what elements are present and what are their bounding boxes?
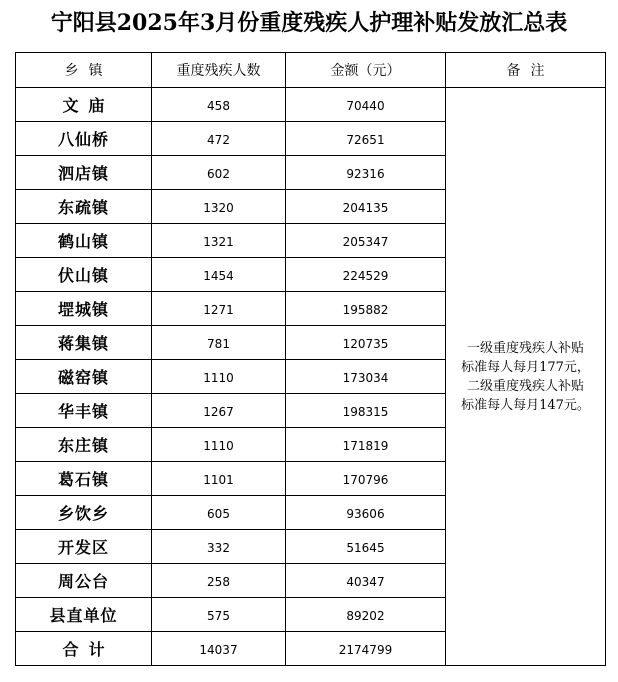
count-cell (152, 394, 286, 428)
town-name: 华丰镇 (57, 402, 109, 421)
amount-value: 205347 (342, 235, 389, 249)
count-cell (152, 258, 286, 292)
amount-value: 204135 (342, 201, 389, 215)
amount-value: 40347 (346, 575, 385, 589)
amount-value: 170796 (342, 473, 389, 487)
page-title: 宁阳县2025年3月份重度残疾人护理补贴发放汇总表 (50, 10, 568, 36)
count-cell (152, 122, 286, 156)
amount-cell (286, 598, 446, 632)
amount-value: 70440 (346, 99, 385, 113)
town-name: 东疏镇 (57, 198, 109, 217)
amount-cell (286, 326, 446, 360)
count-value: 781 (207, 337, 230, 351)
count-value: 332 (207, 541, 230, 555)
amount-value: 120735 (342, 337, 389, 351)
town-cell (16, 530, 152, 564)
amount-cell (286, 530, 446, 564)
town-cell (16, 598, 152, 632)
amount-value: 198315 (342, 405, 389, 419)
town-cell (16, 462, 152, 496)
town-cell (16, 258, 152, 292)
town-name: 乡饮乡 (57, 504, 109, 523)
header-town-label: 乡镇 (64, 63, 113, 79)
town-cell (16, 360, 152, 394)
count-cell (152, 632, 286, 666)
amount-value: 224529 (342, 269, 389, 283)
amount-cell (286, 360, 446, 394)
town-cell (16, 632, 152, 666)
amount-cell (286, 122, 446, 156)
total-label: 合计 (62, 640, 115, 659)
count-cell (152, 156, 286, 190)
town-cell (16, 156, 152, 190)
town-name: 鹤山镇 (57, 232, 109, 251)
table-header-row (16, 53, 606, 88)
count-value: 1454 (203, 269, 234, 283)
town-cell (16, 428, 152, 462)
count-cell (152, 496, 286, 530)
town-name: 泗店镇 (57, 164, 109, 183)
count-cell (152, 530, 286, 564)
count-value: 1320 (203, 201, 234, 215)
note-line: 标准每人每月147元。 (461, 397, 590, 413)
amount-cell (286, 224, 446, 258)
town-name: 八仙桥 (57, 130, 109, 149)
note-line: 一级重度残疾人补贴 (466, 340, 584, 356)
count-cell (152, 88, 286, 122)
town-cell (16, 292, 152, 326)
amount-cell (286, 564, 446, 598)
count-value: 1271 (203, 303, 234, 317)
town-name: 堽城镇 (57, 300, 109, 319)
town-name: 伏山镇 (57, 266, 109, 285)
header-town (16, 53, 152, 88)
header-count (152, 53, 286, 88)
amount-cell (286, 292, 446, 326)
count-cell (152, 564, 286, 598)
count-value: 1110 (203, 439, 234, 453)
town-cell (16, 190, 152, 224)
count-cell (152, 428, 286, 462)
town-cell (16, 88, 152, 122)
amount-cell (286, 496, 446, 530)
town-cell (16, 394, 152, 428)
count-value: 458 (207, 99, 230, 113)
town-name: 蒋集镇 (57, 334, 109, 353)
amount-value: 171819 (342, 439, 389, 453)
count-cell (152, 190, 286, 224)
count-cell (152, 462, 286, 496)
count-cell (152, 224, 286, 258)
note-line: 标准每人每月177元， (461, 359, 590, 375)
total-amount-value: 2174799 (338, 643, 393, 657)
amount-value: 89202 (346, 609, 385, 623)
amount-value: 51645 (346, 541, 385, 555)
amount-value: 92316 (346, 167, 385, 181)
table-body (16, 88, 606, 666)
count-value: 1101 (203, 473, 234, 487)
count-value: 258 (207, 575, 230, 589)
header-count-label: 重度残疾人数 (176, 63, 261, 79)
town-cell (16, 496, 152, 530)
count-cell (152, 326, 286, 360)
count-value: 605 (207, 507, 230, 521)
count-value: 1321 (203, 235, 234, 249)
subsidy-summary-table (15, 52, 606, 666)
amount-cell (286, 394, 446, 428)
town-cell (16, 122, 152, 156)
header-amount-label: 金额（元） (330, 63, 401, 79)
count-cell (152, 598, 286, 632)
amount-value: 93606 (346, 507, 385, 521)
count-cell (152, 360, 286, 394)
town-name: 文庙 (62, 96, 115, 115)
note-cell (446, 88, 606, 666)
amount-value: 173034 (342, 371, 389, 385)
total-count-value: 14037 (199, 643, 238, 657)
town-cell (16, 326, 152, 360)
count-value: 575 (207, 609, 230, 623)
town-name: 开发区 (57, 538, 109, 557)
town-name: 县直单位 (49, 606, 118, 625)
amount-value: 72651 (346, 133, 385, 147)
amount-cell (286, 190, 446, 224)
amount-cell (286, 156, 446, 190)
town-name: 葛石镇 (57, 470, 109, 489)
amount-cell (286, 88, 446, 122)
amount-cell (286, 462, 446, 496)
header-note-label: 备注 (506, 63, 555, 79)
count-value: 1110 (203, 371, 234, 385)
header-amount (286, 53, 446, 88)
town-cell (16, 224, 152, 258)
town-name: 周公台 (57, 572, 109, 591)
amount-cell (286, 258, 446, 292)
header-note (446, 53, 606, 88)
count-value: 602 (207, 167, 230, 181)
count-cell (152, 292, 286, 326)
table-row (16, 88, 606, 122)
count-value: 472 (207, 133, 230, 147)
note-line: 二级重度残疾人补贴 (466, 378, 584, 394)
amount-cell (286, 632, 446, 666)
town-name: 磁窑镇 (57, 368, 109, 387)
town-name: 东庄镇 (57, 436, 109, 455)
amount-cell (286, 428, 446, 462)
count-value: 1267 (203, 405, 234, 419)
amount-value: 195882 (342, 303, 389, 317)
town-cell (16, 564, 152, 598)
